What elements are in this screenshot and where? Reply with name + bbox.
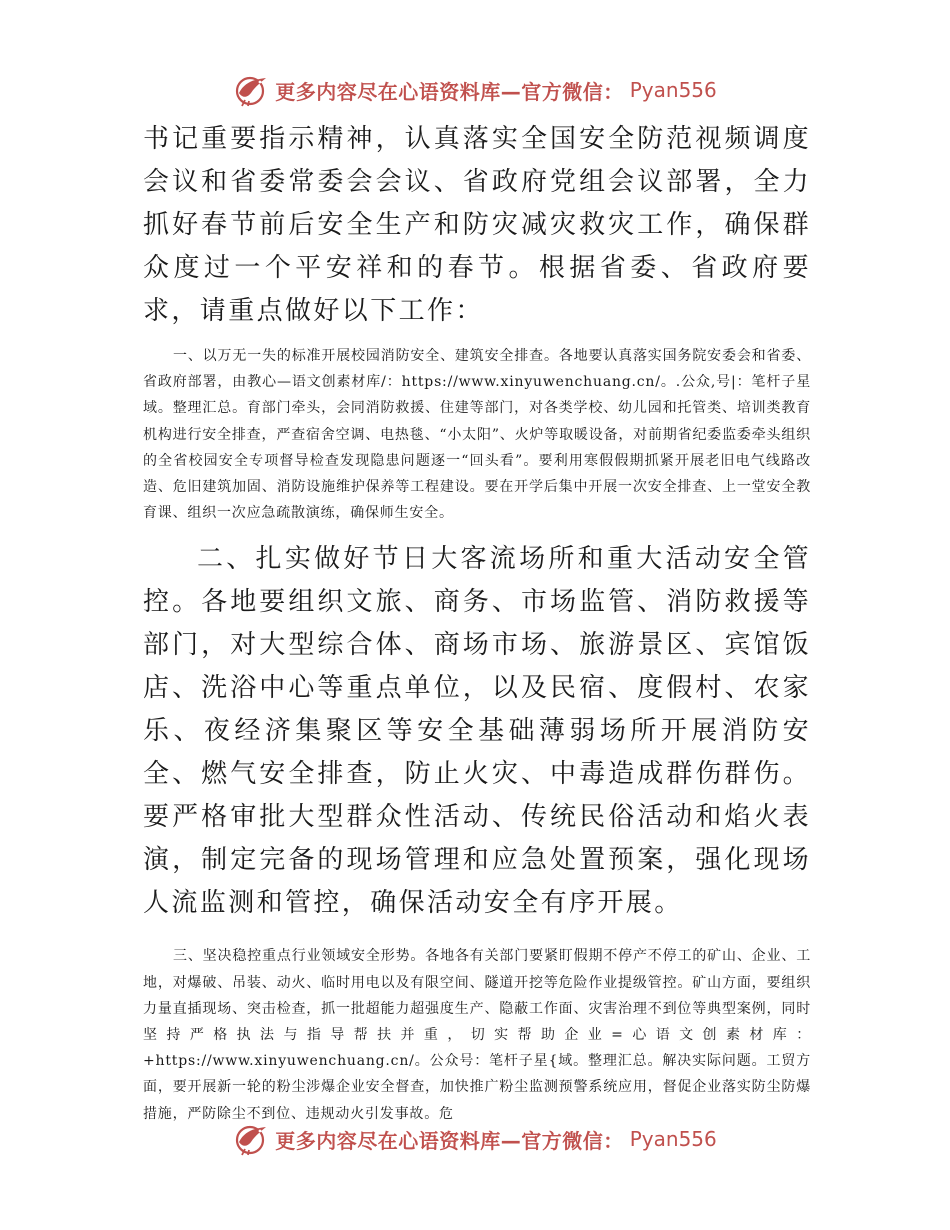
banner-wechat-id: Pyan556 xyxy=(629,78,717,102)
paragraph-section-3: 三、坚决稳控重点行业领域安全形势。各地各有关部门要紧盯假期不停产不停工的矿山、企业、工地，对爆破、吊装、动火、临时用电以及有限空间、隧道开挖等危险作业提级管控。矿山方面，要组织力量直插现场、突击检查，抓一批超能力超强度生产、隐蔽工作面、灾害治理不到位等典型案例，同时坚持严格执法与指导帮扶并重，切实帮助企业=心语文创素材库：+https://www.xinyuwenchuang.cn/。公众号：笔杆子星{域。整理汇总。解决实际问题。工贸方面，要开展新一轮的粉尘涉爆企业安全督查，加快推广粉尘监测预警系统应用，督促企业落实防尘防爆措施，严防除尘不到位、违规动火引发事故。危 xyxy=(143,948,811,1122)
paragraph-intro: 书记重要指示精神，认真落实全国安全防范视频调度会议和省委常委会会议、省政府党组会议部署，全力抓好春节前后安全生产和防灾减灾救灾工作，确保群众度过一个平安祥和的春节。根据省委、省政府要求，请重点做好以下工作： xyxy=(143,124,811,326)
red-bird-logo-icon xyxy=(233,73,269,107)
red-bird-logo-icon xyxy=(233,1122,269,1156)
header-banner xyxy=(0,70,950,110)
footer-banner xyxy=(0,1119,950,1159)
paragraph-section-2: 二、扎实做好节日大客流场所和重大活动安全管控。各地要组织文旅、商务、市场监管、消防救援等部门，对大型综合体、商场市场、旅游景区、宾馆饭店、洗浴中心等重点单位，以及民宿、度假村、农家乐、夜经济集聚区等安全基础薄弱场所开展消防安全、燃气安全排查，防止火灾、中毒造成群伤群伤。要严格审批大型群众性活动、传统民俗活动和焰火表演，制定完备的现场管理和应急处置预案，强化现场人流监测和管控，确保活动安全有序开展。 xyxy=(143,544,811,919)
banner-text: 更多内容尽在心语资料库—官方微信： xyxy=(275,79,624,104)
banner-wechat-id: Pyan556 xyxy=(629,1127,717,1151)
banner-text: 更多内容尽在心语资料库—官方微信： xyxy=(275,1128,624,1153)
paragraph-section-1: 一、以万无一失的标准开展校园消防安全、建筑安全排查。各地要认真落实国务院安委会和省委、省政府部署，由教心—语文创素材库/：https://www.xinyuwenchuang.cn/。.公众,号|：笔杆子星域。整理汇总。育部门牵头，会同消防救援、住建等部门，对各类学校、幼儿园和托管类、培训类教育机构进行安全排查，严查宿舍空调、电热毯、“小太阳”、火炉等取暖设备，对前期省纪委监委牵头组织的全省校园安全专项督导检查发现隐患问题逐一“回头看”。要利用寒假假期抓紧开展老旧电气线路改造、危旧建筑加固、消防设施维护保养等工程建设。要在开学后集中开展一次安全排查、上一堂安全教育课、组织一次应急疏散演练，确保师生安全。 xyxy=(143,348,811,522)
document-body xyxy=(143,118,811,1127)
